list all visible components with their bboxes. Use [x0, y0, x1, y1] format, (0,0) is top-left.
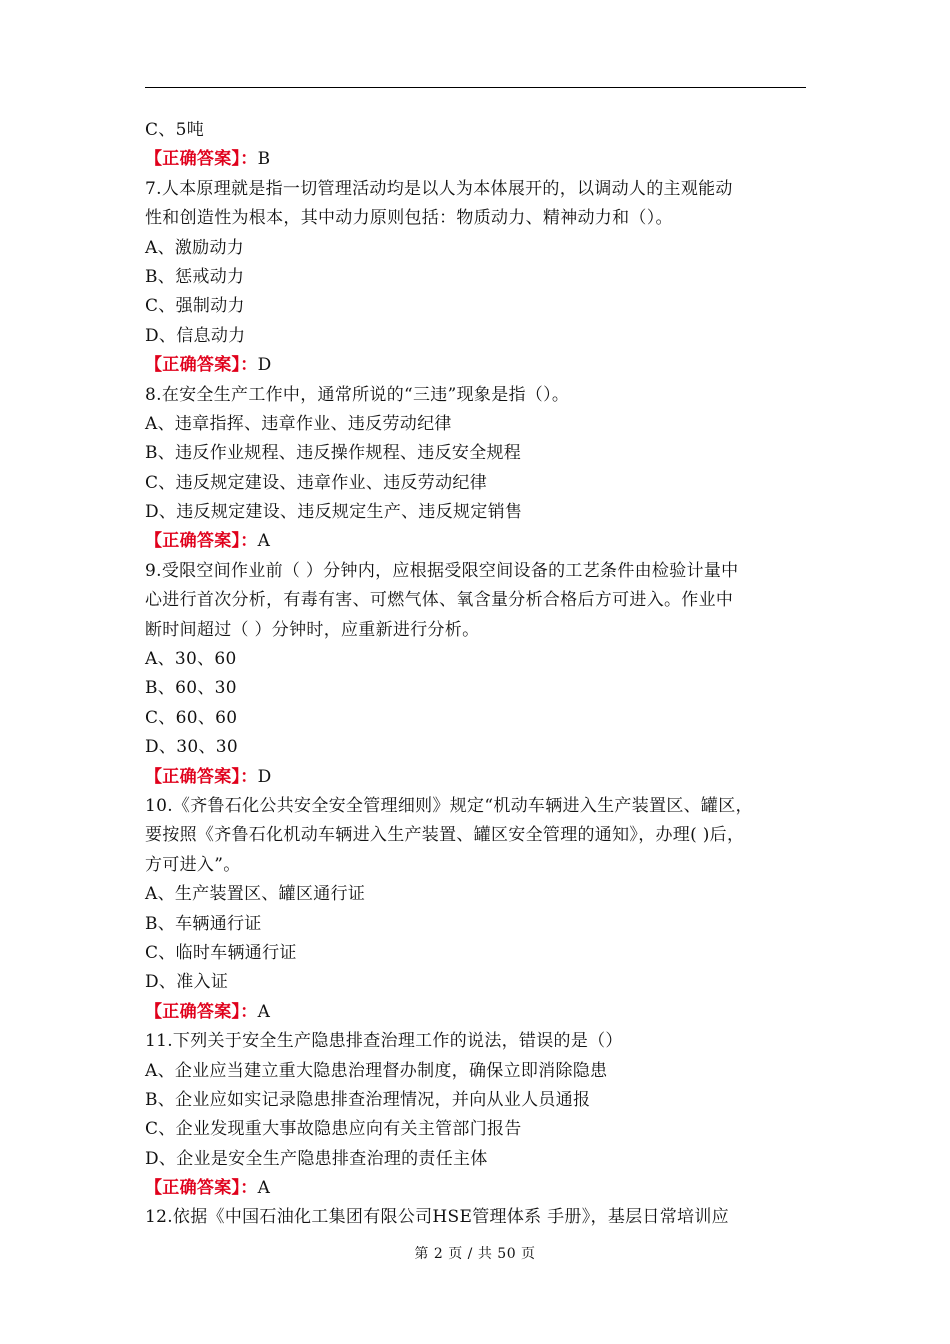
answer-label: 【正确答案】： — [145, 766, 258, 787]
text-line: A、生产装置区、罐区通行证 — [145, 884, 366, 905]
text-line: B、60、30 — [145, 678, 237, 699]
text-line: A、企业应当建立重大隐患治理督办制度，确保立即消除隐患 — [145, 1060, 608, 1081]
answer-line — [145, 351, 817, 380]
text-line: 12.依据《中国石油化工集团有限公司HSE管理体系 手册》，基层日常培训应 — [145, 1207, 729, 1228]
text-line: 7.人本原理就是指一切管理活动均是以人为本体展开的，以调动人的主观能动 — [145, 178, 733, 199]
text-line: C、5吨 — [145, 120, 205, 140]
text-line: B、惩戒动力 — [145, 266, 245, 287]
text-line: 10.《齐鲁石化公共安全安全管理细则》规定“机动车辆进入生产装置区、罐区， — [145, 795, 753, 816]
text-line: 8.在安全生产工作中，通常所说的“三违”现象是指（）。 — [145, 384, 570, 405]
text-line: A、激励动力 — [145, 237, 245, 258]
answer-label: 【正确答案】： — [145, 1001, 258, 1022]
text-line: 11.下列关于安全生产隐患排查治理工作的说法，错误的是（） — [145, 1031, 623, 1052]
text-line: A、违章指挥、违章作业、违反劳动纪律 — [145, 413, 452, 434]
text-line: 心进行首次分析，有毒有害、可燃气体、氧含量分析合格后方可进入。作业中 — [145, 590, 734, 611]
page-footer — [0, 1243, 950, 1263]
answer-value: D — [257, 355, 272, 376]
answer-value: A — [257, 531, 271, 552]
text-line: C、强制动力 — [145, 296, 245, 317]
header-rule — [145, 87, 806, 88]
text-line: D、企业是安全生产隐患排查治理的责任主体 — [145, 1148, 488, 1169]
answer-line — [145, 763, 817, 792]
answer-line — [145, 527, 817, 556]
answer-label: 【正确答案】： — [145, 149, 258, 170]
answer-line — [145, 145, 817, 174]
text-line: B、车辆通行证 — [145, 913, 262, 934]
text-line: C、违反规定建设、违章作业、违反劳动纪律 — [145, 472, 488, 493]
answer-label: 【正确答案】： — [145, 531, 258, 552]
text-line: 方可进入”。 — [145, 854, 241, 875]
answer-value: A — [257, 1178, 271, 1199]
answer-line — [145, 998, 817, 1027]
text-line: B、企业应如实记录隐患排查治理情况，并向从业人员通报 — [145, 1089, 591, 1110]
text-line: A、30、60 — [145, 649, 237, 670]
text-line: D、信息动力 — [145, 325, 246, 346]
text-line: C、临时车辆通行证 — [145, 942, 297, 963]
text-line: 断时间超过（ ）分钟时，应重新进行分析。 — [145, 619, 480, 640]
document-body — [145, 116, 817, 1233]
text-line: C、企业发现重大事故隐患应向有关主管部门报告 — [145, 1119, 522, 1140]
text-line: 性和创造性为根本，其中动力原则包括：物质动力、精神动力和（）。 — [145, 208, 673, 229]
text-line: 9.受限空间作业前（ ）分钟内，应根据受限空间设备的工艺条件由检验计量中 — [145, 560, 739, 581]
text-line: D、30、30 — [145, 737, 238, 758]
answer-label: 【正确答案】： — [145, 355, 258, 376]
text-line: B、违反作业规程、违反操作规程、违反安全规程 — [145, 443, 522, 464]
page-number: 第 2 页 / 共 50 页 — [414, 1246, 536, 1262]
answer-value: B — [257, 149, 271, 170]
text-line: D、准入证 — [145, 972, 229, 993]
text-line: C、60、60 — [145, 707, 238, 728]
answer-value: D — [257, 766, 272, 787]
text-line: 要按照《齐鲁石化机动车辆进入生产装置、罐区安全管理的通知》，办理( )后， — [145, 825, 745, 846]
answer-label: 【正确答案】： — [145, 1178, 258, 1199]
text-line: D、违反规定建设、违反规定生产、违反规定销售 — [145, 502, 523, 523]
answer-value: A — [257, 1001, 271, 1022]
answer-line — [145, 1174, 817, 1203]
